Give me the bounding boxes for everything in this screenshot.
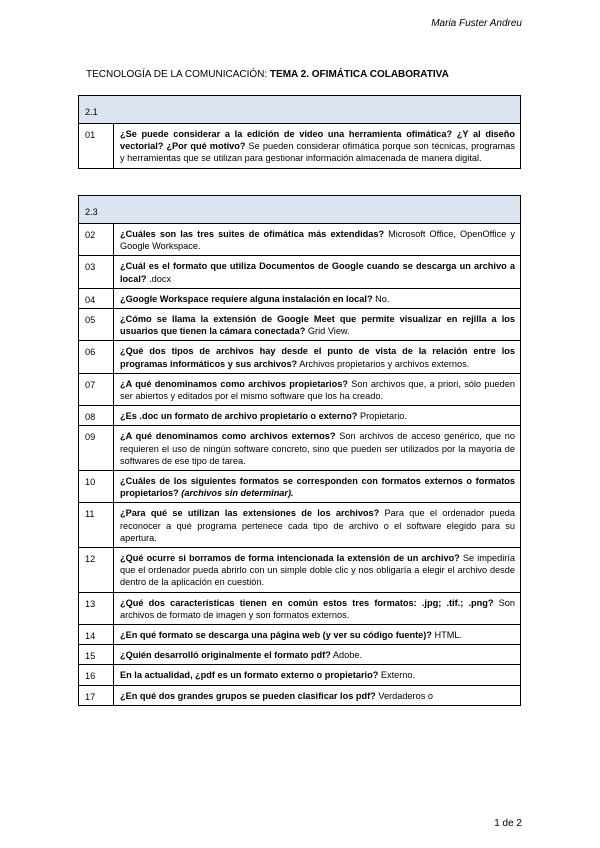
question-number: 17 [79, 685, 114, 705]
question-cell [114, 288, 521, 308]
question-row [79, 309, 521, 341]
question-text: ¿Quién desarrolló originalmente el formato pdf? [120, 650, 331, 661]
answer-text: Se pueden considerar ofimática porque son técnicas, programas y herramientas que se utilizan para gestionar información almacenada de manera digital. [120, 141, 515, 164]
question-text: ¿En qué dos grandes grupos se pueden clasificar los pdf? [120, 690, 376, 701]
answer-text: Adobe. [330, 650, 362, 661]
subject-label: TECNOLOGÍA DE LA COMUNICACIÓN: [86, 69, 270, 80]
question-number: 14 [79, 625, 114, 645]
question-number: 13 [79, 592, 114, 624]
question-text: ¿Cuáles de los siguientes formatos se corresponden con formatos externos o formatos propietarios? [120, 476, 515, 499]
section-header: 2.1 [79, 96, 521, 124]
answer-text: Propietario. [357, 411, 407, 422]
answer-text: Son archivos de formato de imagen y son formatos externos. [120, 597, 515, 620]
answer-emphasis: (archivos sin determinar). [181, 488, 294, 499]
question-number: 12 [79, 548, 114, 593]
question-cell [114, 341, 521, 373]
question-number: 11 [79, 503, 114, 548]
answer-text: Archivos propietarios y archivos externos. [297, 358, 470, 369]
answer-text: HTML. [431, 630, 463, 641]
section-2-3-table [78, 195, 521, 706]
answer-text: Microsoft Office, OpenOffice y Google Workspace. [120, 229, 515, 252]
question-row [79, 625, 521, 645]
question-cell [114, 124, 521, 169]
question-text: ¿Es .doc un formato de archivo propietario o externo? [120, 411, 358, 422]
answer-text: Se impediría que el ordenador pueda abrirlo con un simple doble clic y nos obligaría a elegir el archivo desde dentro de la aplicación en cuestión. [120, 553, 515, 588]
answer-text: Externo. [378, 670, 416, 681]
question-row [79, 471, 521, 503]
question-text: ¿Se puede considerar a la edición de vídeo una herramienta ofimática? ¿Y al diseño vectorial? ¿Por qué motivo? [120, 129, 515, 152]
question-cell [114, 503, 521, 548]
question-row [79, 548, 521, 593]
question-number: 07 [79, 373, 114, 405]
question-number: 04 [79, 288, 114, 308]
answer-text: Grid View. [305, 326, 350, 337]
question-cell [114, 224, 521, 256]
question-cell [114, 406, 521, 426]
question-row [79, 256, 521, 288]
question-cell [114, 625, 521, 645]
question-number: 15 [79, 645, 114, 665]
question-text: ¿Qué dos características tienen en común estos tres formatos: .jpg; .tif.; .png? [120, 597, 494, 608]
question-number: 08 [79, 406, 114, 426]
question-number: 16 [79, 665, 114, 685]
question-cell [114, 256, 521, 288]
question-text: ¿Qué dos tipos de archivos hay desde el punto de vista de la relación entre los programas informáticos y sus archivos? [120, 346, 515, 369]
topic-title: TEMA 2. OFIMÁTICA COLABORATIVA [269, 69, 449, 80]
answer-text: No. [372, 293, 390, 304]
question-number: 05 [79, 309, 114, 341]
question-number: 09 [79, 426, 114, 471]
question-text: En la actualidad, ¿pdf es un formato externo o propietario? [120, 670, 379, 681]
question-text: ¿A qué denominamos como archivos propietarios? [120, 378, 348, 389]
answer-text: Son archivos que, a priori, sólo pueden ser abiertos y editados por el mismo software que los ha creado. [120, 378, 515, 402]
question-row [79, 224, 521, 256]
section-2-1-table [78, 95, 521, 169]
question-row [79, 341, 521, 373]
question-cell [114, 471, 521, 503]
answer-text: Para que el ordenador pueda reconocer a qué programa pertenece cada tipo de archivo o el software elegido para su apertura. [120, 508, 515, 543]
question-cell [114, 309, 521, 341]
question-number: 10 [79, 471, 114, 503]
question-row [79, 426, 521, 471]
question-number: 03 [79, 256, 114, 288]
question-cell [114, 685, 521, 705]
question-row [79, 592, 521, 624]
question-row [79, 645, 521, 665]
question-text: ¿A qué denominamos como archivos externos? [120, 431, 336, 442]
question-row [79, 373, 521, 405]
author-name: Maria Fuster Andreu [431, 18, 522, 29]
question-text: ¿En qué formato se descarga una página web (y ver su código fuente)? [120, 630, 432, 641]
answer-text: Verdaderos o [375, 690, 433, 701]
question-row [79, 124, 521, 169]
question-cell [114, 645, 521, 665]
question-cell [114, 426, 521, 471]
page-number: 1 de 2 [494, 818, 522, 829]
question-text: ¿Qué ocurre si borramos de forma intencionada la extensión de un archivo? [120, 553, 460, 564]
answer-text: Son archivos de acceso genérico, que no requieren el uso de ningún software concreto, sino que pueden ser utilizados por la mayoría de softwares de ese tipo de tarea. [120, 431, 515, 466]
question-cell [114, 665, 521, 685]
section-header: 2.3 [79, 196, 521, 224]
answer-text: .docx [146, 273, 172, 284]
question-row [79, 288, 521, 308]
question-text: ¿Cómo se llama la extensión de Google Meet que permite visualizar en rejilla a los usuarios que tienen la cámara conectada? [120, 314, 515, 337]
question-cell [114, 592, 521, 624]
question-text: ¿Google Workspace requiere alguna instalación en local? [120, 293, 373, 304]
question-row [79, 406, 521, 426]
question-number: 02 [79, 224, 114, 256]
question-number: 01 [79, 124, 114, 169]
question-text: ¿Para qué se utilizan las extensiones de los archivos? [120, 508, 380, 519]
question-text: ¿Cuál es el formato que utiliza Documentos de Google cuando se descarga un archivo a local? [120, 261, 515, 284]
document-title [86, 69, 449, 80]
question-row [79, 665, 521, 685]
question-cell [114, 373, 521, 405]
question-number: 06 [79, 341, 114, 373]
question-row [79, 685, 521, 705]
question-cell [114, 548, 521, 593]
question-text: ¿Cuáles son las tres suites de ofimática más extendidas? [120, 229, 385, 239]
question-row [79, 503, 521, 548]
